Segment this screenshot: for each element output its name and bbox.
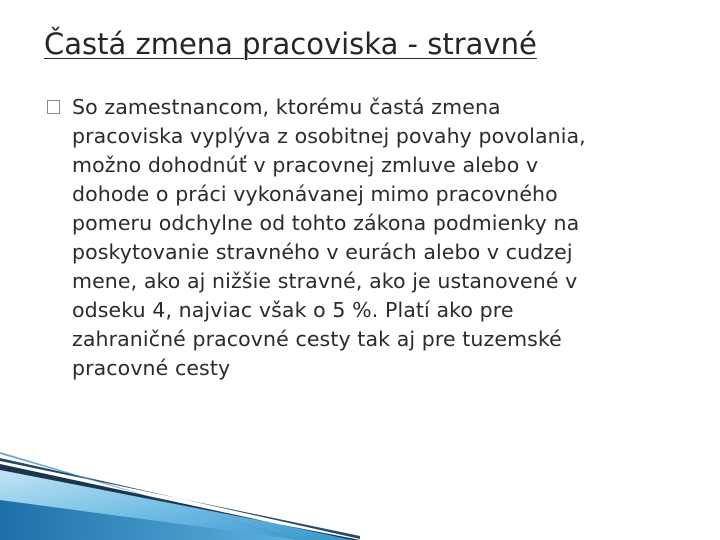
empty-square-bullet-icon <box>47 100 60 114</box>
bullet-line: odseku 4, najviac však o 5 %. Platí ako pre <box>72 298 514 322</box>
bullet-line: zahraničné pracovné cesty tak aj pre tuzemské <box>72 327 562 351</box>
slide-title: Častá zmena pracoviska - stravné <box>44 27 537 61</box>
bullet-line: pomeru odchylne od tohto zákona podmienky na <box>72 211 580 235</box>
corner-decoration <box>0 440 360 540</box>
bullet-line: So zamestnancom, ktorému častá zmena <box>72 95 501 119</box>
bullet-line: mene, ako aj nižšie stravné, ako je ustanovené v <box>72 269 578 293</box>
bullet-line: pracoviska vyplýva z osobitnej povahy povolania, <box>72 124 586 148</box>
bullet-line: pracovné cesty <box>72 356 231 380</box>
bullet-line: poskytovanie stravného v eurách alebo v cudzej <box>72 240 573 264</box>
bullet-line: možno dohodnúť v pracovnej zmluve alebo v <box>72 153 539 177</box>
bullet-line: dohode o práci vykonávanej mimo pracovného <box>72 182 558 206</box>
bullet-text <box>72 93 662 383</box>
bullet-item <box>47 93 667 383</box>
